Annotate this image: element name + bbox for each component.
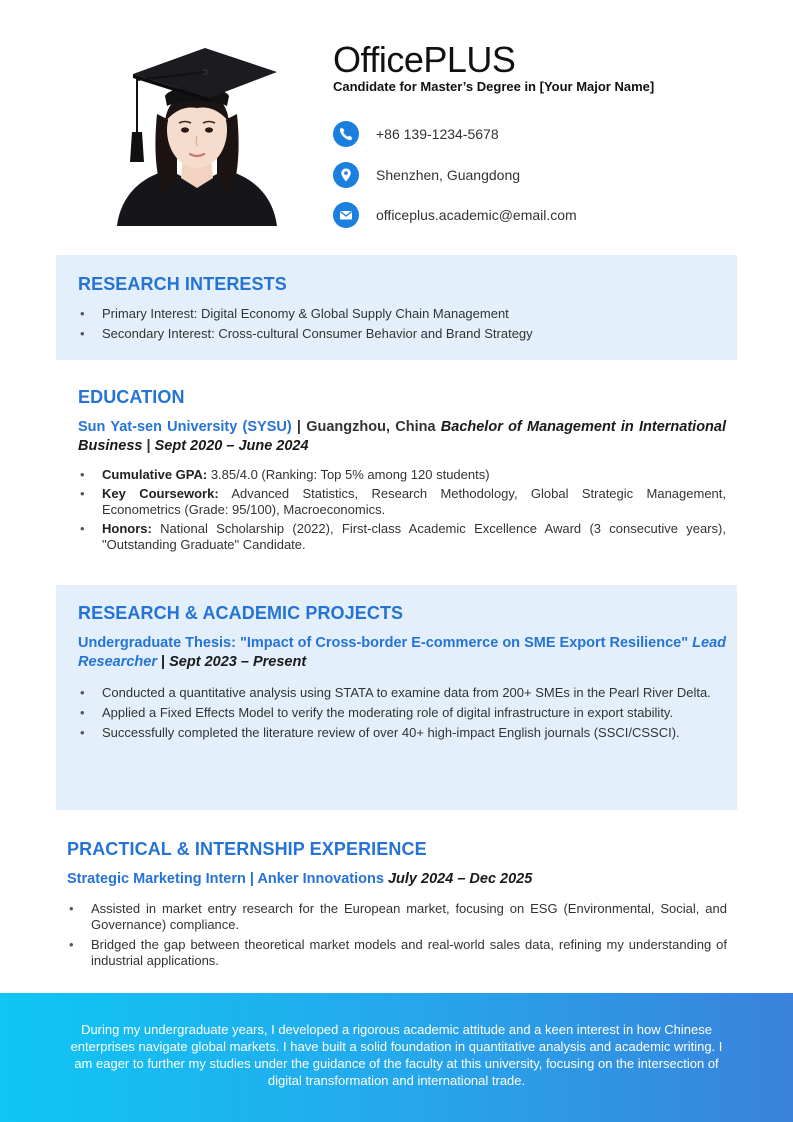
phone-icon xyxy=(333,121,359,147)
school-location: Guangzhou, China xyxy=(306,419,436,435)
list-item: • Key Coursework: Advanced Statistics, Research Methodology, Global Strategic Management, Econometrics (Grade: 95/100), Macroeconomics. xyxy=(78,486,726,518)
email-address: officeplus.academic@email.com xyxy=(376,207,577,223)
email-icon xyxy=(333,202,359,228)
degree-name: Bachelor of Management in International Business xyxy=(78,419,727,454)
list-item: • Conducted a quantitative analysis using STATA to examine data from 200+ SMEs in the Pearl River Delta. xyxy=(78,685,726,701)
experience-list xyxy=(67,901,727,969)
candidate-name: OfficePLUS xyxy=(333,39,516,80)
contact-email[interactable] xyxy=(333,202,577,228)
experience-title: PRACTICAL & INTERNSHIP EXPERIENCE xyxy=(67,839,427,859)
list-item: • Assisted in market entry research for the European market, focusing on ESG (Environmental, Social, and Governance) compliance. xyxy=(67,901,727,933)
research-interests-section xyxy=(56,255,737,360)
school-name: Sun Yat-sen University (SYSU) xyxy=(78,419,292,435)
projects-list xyxy=(78,685,726,741)
thesis-role: Lead Researcher xyxy=(78,635,726,670)
education-title: EDUCATION xyxy=(78,387,185,407)
phone-number: +86 139-1234-5678 xyxy=(376,126,499,142)
list-item: • Secondary Interest: Cross-cultural Consumer Behavior and Brand Strategy xyxy=(78,326,728,342)
contact-location[interactable] xyxy=(333,162,520,188)
personal-statement: During my undergraduate years, I developed a rigorous academic attitude and a keen interest in how Chinese enterprises navigate global markets. I have built a solid foundation in quantitative analysis and academic writing. I am eager to further my studies under the guidance of the faculty at this university, focusing on the intersection of digital transformation and international trade. xyxy=(70,1022,723,1088)
thesis-dates: Sept 2023 – Present xyxy=(169,654,307,670)
projects-section xyxy=(56,585,737,810)
education-heading: Sun Yat-sen University (SYSU) | Guangzhou, China Bachelor of Management in International Business | Sept 2020 – June 2024 xyxy=(78,419,727,454)
contact-phone[interactable] xyxy=(333,121,499,147)
experience-heading xyxy=(67,870,727,889)
experience-section xyxy=(67,839,727,969)
list-item: • Bridged the gap between theoretical market models and real-world sales data, refining my understanding of industrial applications. xyxy=(67,937,727,969)
personal-statement-footer xyxy=(0,993,793,1122)
location-text: Shenzhen, Guangdong xyxy=(376,167,521,183)
list-item: • Primary Interest: Digital Economy & Global Supply Chain Management xyxy=(78,306,728,322)
profile-photo xyxy=(113,44,281,226)
education-list xyxy=(78,467,726,553)
thesis-title: Undergraduate Thesis: "Impact of Cross-border E-commerce on SME Export Resilience" xyxy=(78,635,689,651)
list-item: • Applied a Fixed Effects Model to verify the moderating role of digital infrastructure in export stability. xyxy=(78,705,726,721)
research-interests-list xyxy=(78,306,728,342)
projects-heading: Undergraduate Thesis: "Impact of Cross-border E-commerce on SME Export Resilience" Lead Researcher | Sept 2023 – Present xyxy=(78,635,726,670)
internship-dates: July 2024 – Dec 2025 xyxy=(387,871,533,887)
research-interests-title: RESEARCH INTERESTS xyxy=(78,274,287,294)
list-item: • Cumulative GPA: 3.85/4.0 (Ranking: Top 5% among 120 students) xyxy=(78,467,726,483)
candidate-subtitle: Candidate for Master’s Degree in [Your Major Name] xyxy=(333,79,655,94)
internship-title: Strategic Marketing Intern | Anker Innovations xyxy=(67,871,384,887)
location-pin-icon xyxy=(333,162,359,188)
list-item: • Honors: National Scholarship (2022), First-class Academic Excellence Award (3 consecutive years), "Outstanding Graduate" Candidate. xyxy=(78,521,726,553)
list-item: • Successfully completed the literature review of over 40+ high-impact English journals (SSCI/CSSCI). xyxy=(78,725,726,741)
education-dates: Sept 2020 – June 2024 xyxy=(154,438,309,454)
projects-title: RESEARCH & ACADEMIC PROJECTS xyxy=(78,603,404,623)
education-section xyxy=(78,387,726,553)
